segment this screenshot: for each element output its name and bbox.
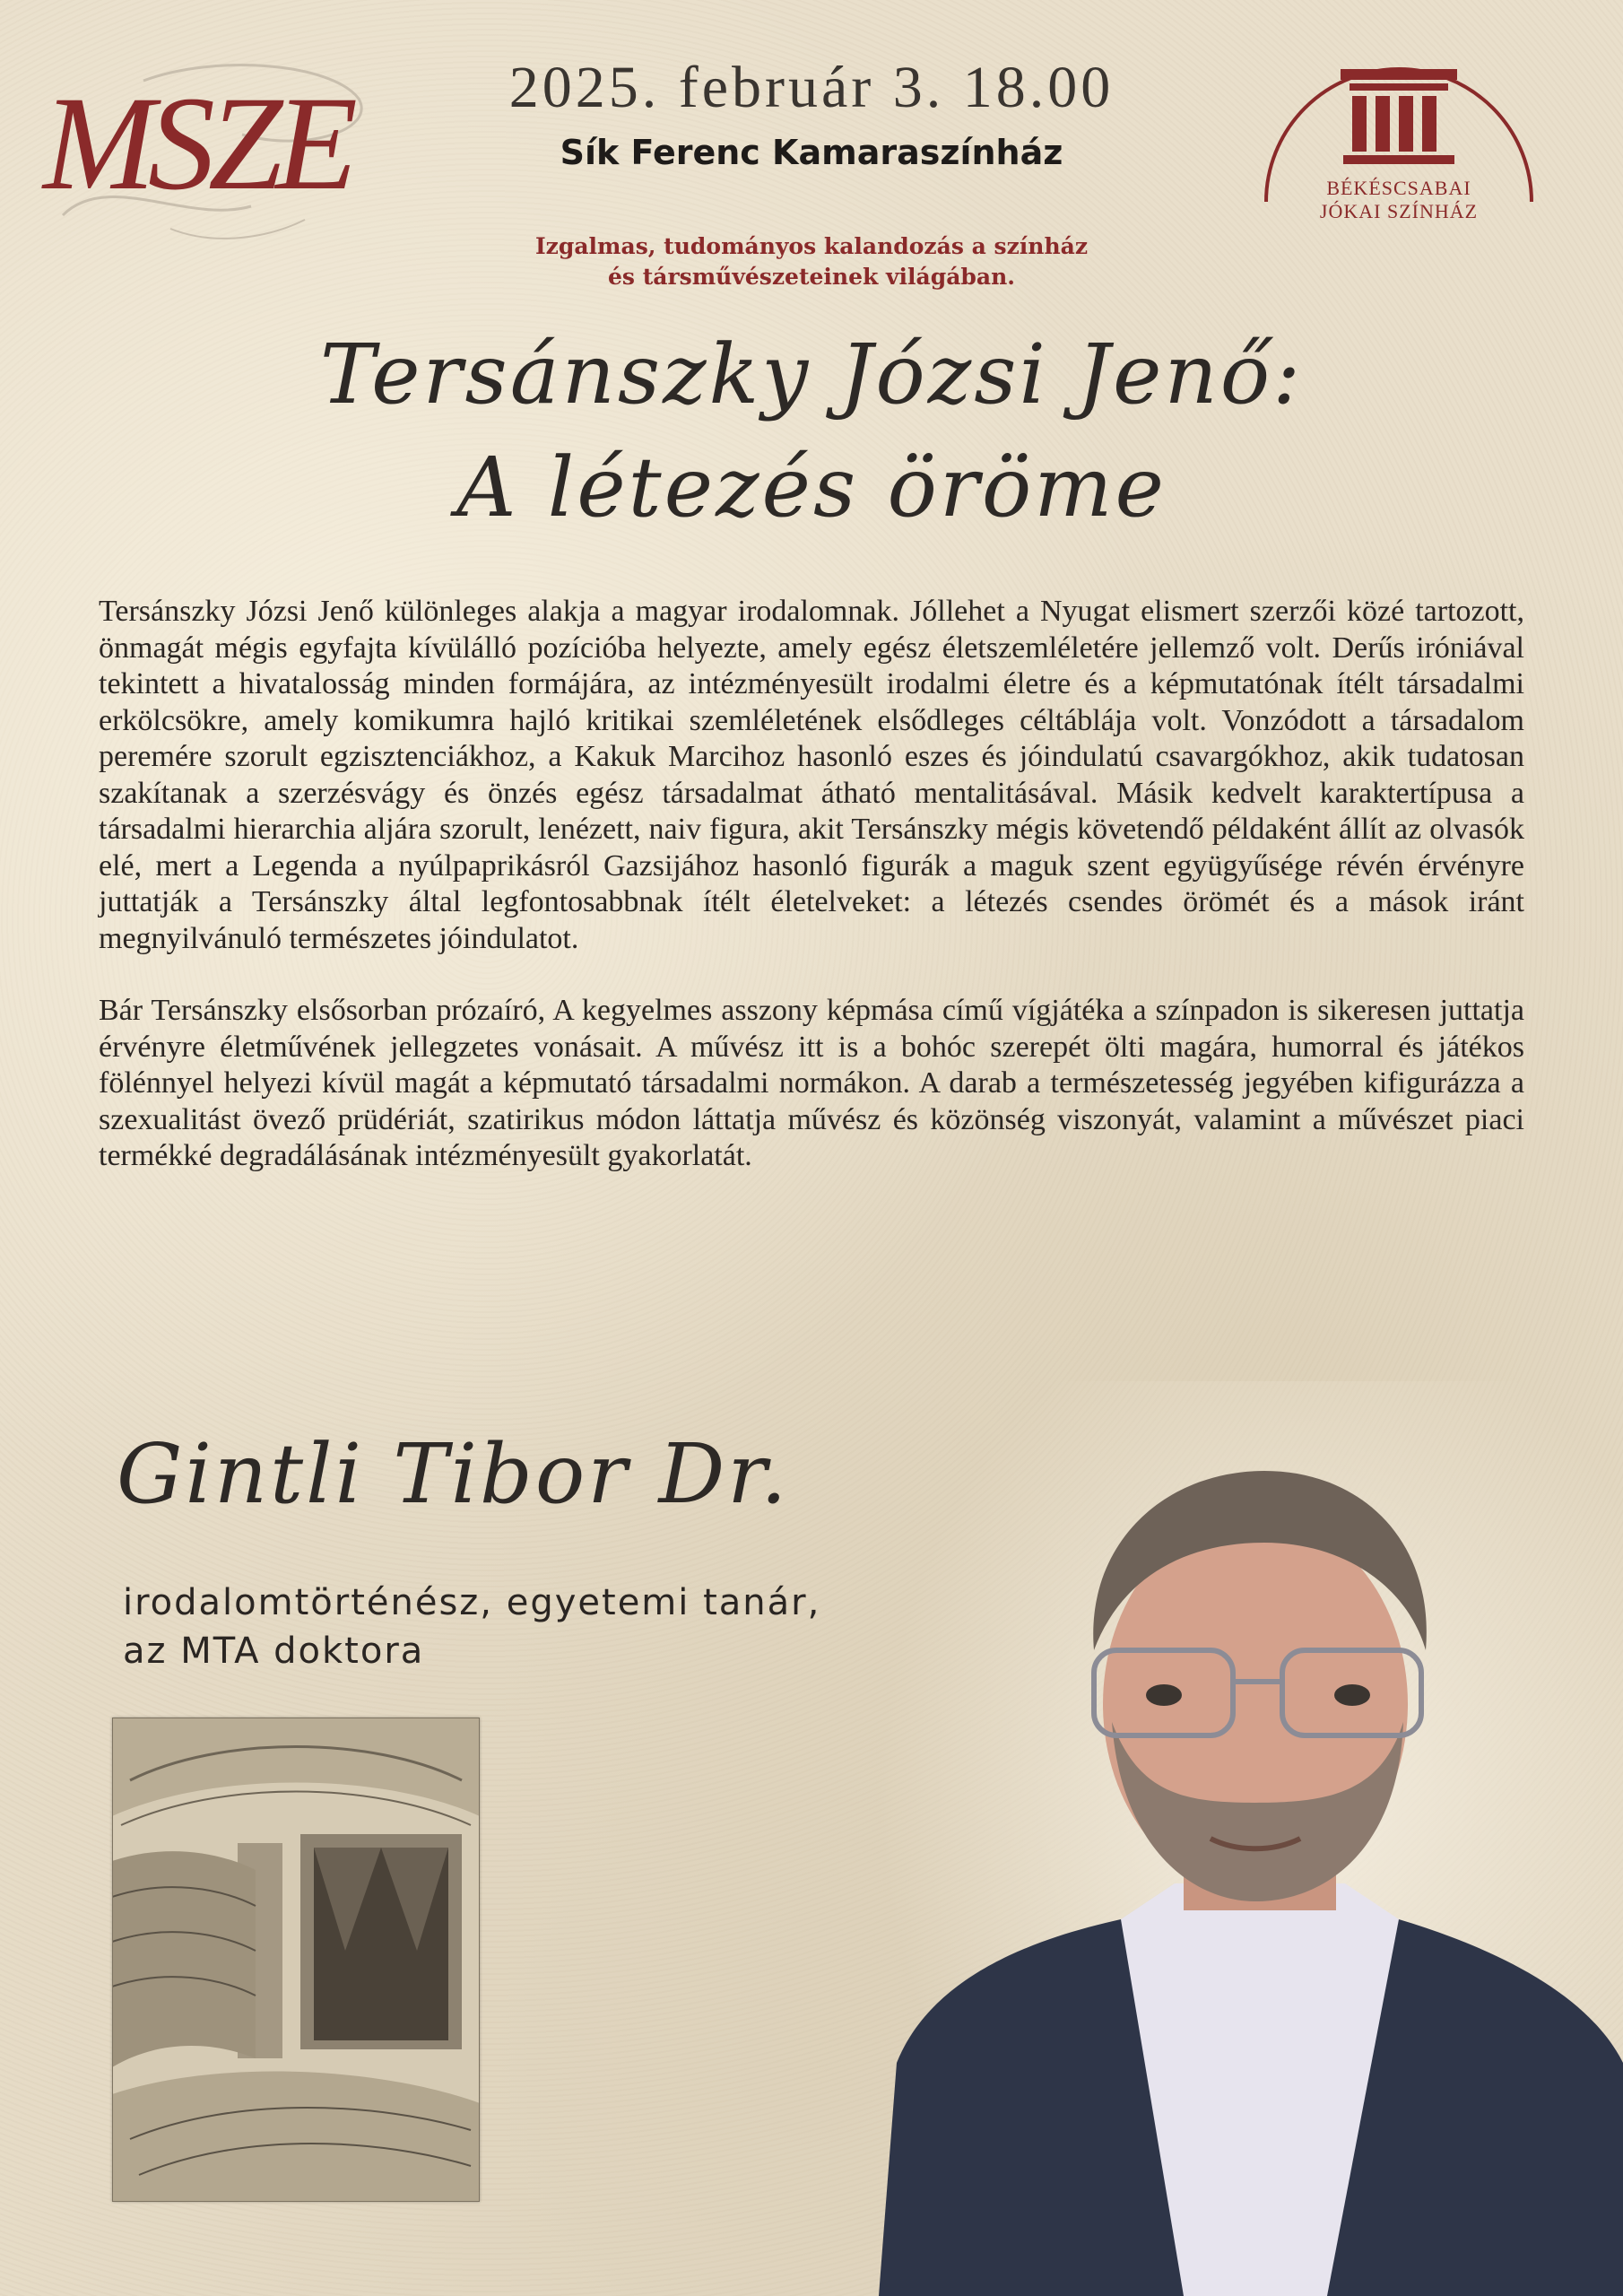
description-paragraph-1: Tersánszky Józsi Jenő különleges alakja a magyar irodalomnak. Jóllehet a Nyugat elismert szerzői közé tartozott, önmagát mégis egyfajta kívülálló pozícióba helyezte, amely egész életszemléletére jellemző volt. Derűs iróniával tekintett a hivatalosság minden formájára, az intézményesült irodalmi életre és a képmutatónak ítélt társadalmi erkölcsökre, amely komikumra hajló kritikai szemléletének elsődleges céltáblája volt. Vonzódott a társadalom peremére szorult egzisztenciákhoz, a Kakuk Marcihoz hasonló eszes és jóindulatú csavargókhoz, akik tudatosan szakítanak a szerzésvágy és önzés egész társadalmat átható mentalitásával. Másik kedvelt karaktertípusa a társadalmi hierarchia aljára szorult, lenézett, naiv figura, akit Tersánszky mégis követendő példaként állít az olvasók elé, mert a Legenda a nyúlpaprikásról Gazsijához hasonló figurák a maguk szent együgyűsége révén érvényre juttatják a Tersánszky által legfontosabbnak ítélt életelveket: a létezés csendes örömét és a mások iránt megnyilvánuló természetes jóindulatot. (99, 595, 1524, 955)
tagline-line-1: Izgalmas, tudományos kalandozás a színház (534, 233, 1089, 259)
event-venue: Sík Ferenc Kamaraszínház (560, 133, 1063, 172)
title-line-2: A létezés öröme (456, 439, 1167, 535)
tagline (448, 231, 1175, 292)
description-paragraph-2: Bár Tersánszky elsősorban prózaíró, A kegyelmes asszony képmása című vígjátéka a színpadon is sikeresen juttatja érvényre életművének jellegzetes vonásait. A művész itt is a bohóc szerepét ölti magára, humorral és játékos fölénnyel helyezi kívül magát a képmutató társadalmi normákon. A darab a természetesség jegyében kifigurázza a szexualitást övező prüdériát, szatirikus módon láttatja művész és közönség viszonyát, valamint a művészet piaci termékké degradálásának intézményesült gyakorlatát. (99, 994, 1524, 1172)
speaker-portrait (879, 1381, 1623, 2296)
jokai-theatre-logo (1255, 40, 1542, 247)
event-title (108, 318, 1515, 544)
theatre-interior-illustration (112, 1718, 480, 2202)
jokai-logo-line-2: JÓKAI SZÍNHÁZ (1319, 200, 1479, 222)
speaker-role (123, 1578, 930, 1675)
msze-logo-text: MSZE (43, 69, 351, 218)
pediment (1341, 69, 1457, 80)
title-line-1: Tersánszky Józsi Jenő: (319, 326, 1304, 422)
tagline-line-2: és társművészeteinek világában. (608, 264, 1015, 290)
description (99, 594, 1524, 1211)
jokai-logo-line-1: BÉKÉSCSABAI (1326, 177, 1471, 199)
msze-logo (36, 45, 386, 242)
speaker-role-line-1: irodalomtörténész, egyetemi tanár, (123, 1582, 821, 1623)
speaker-name: Gintli Tibor Dr. (117, 1426, 790, 1522)
event-date: 2025. február 3. 18.00 (508, 55, 1115, 120)
speaker-role-line-2: az MTA doktora (123, 1631, 425, 1672)
